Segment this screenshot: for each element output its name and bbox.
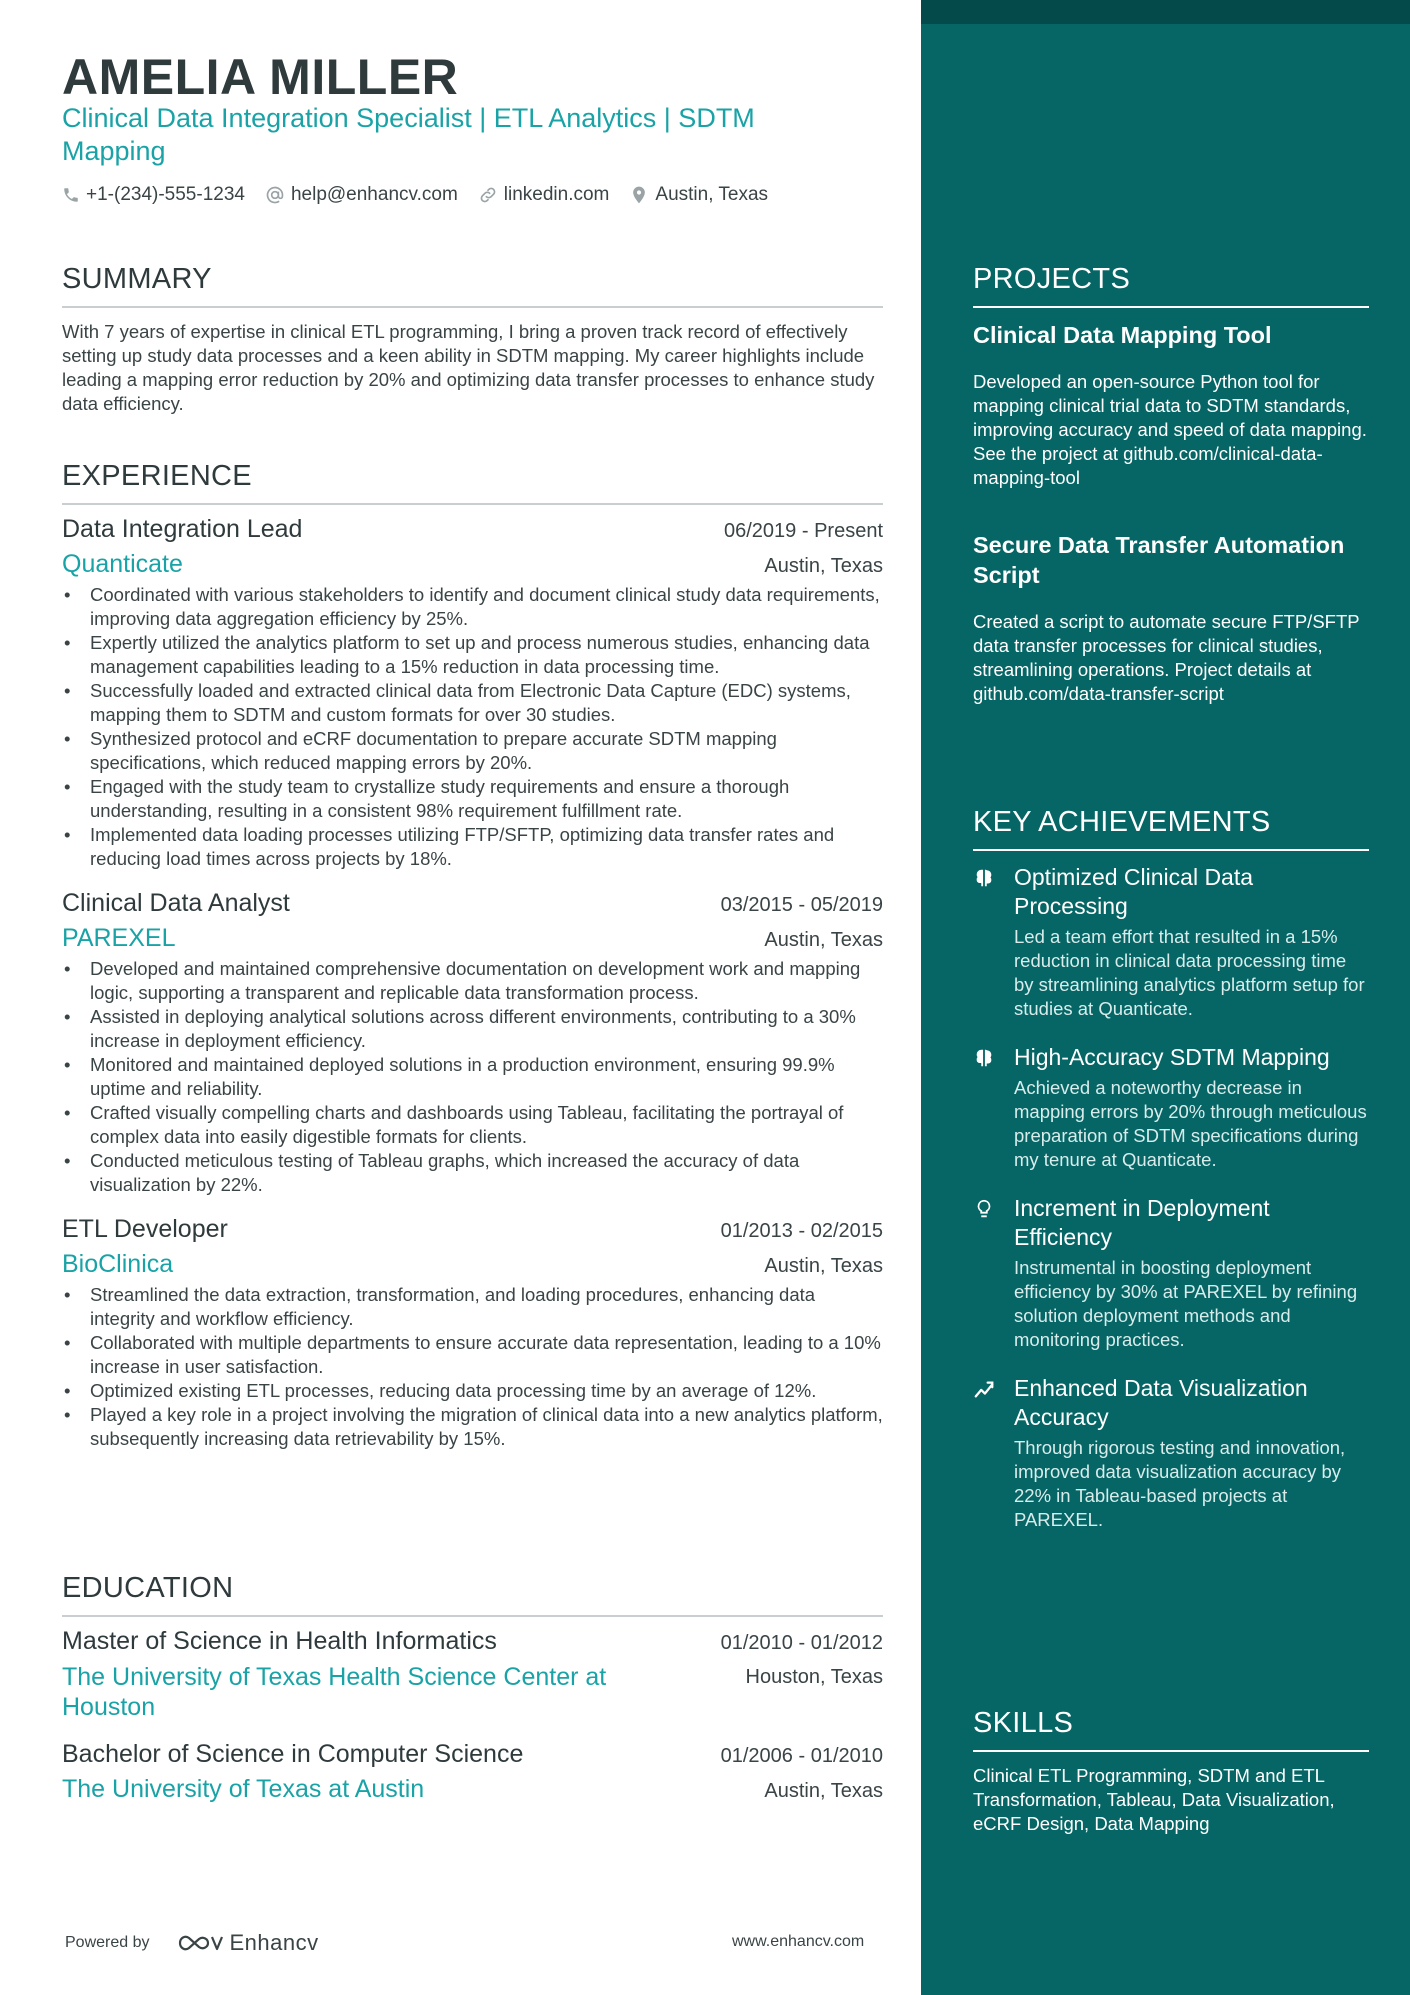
job-entry	[62, 515, 883, 871]
job-location: Austin, Texas	[764, 555, 883, 577]
summary-heading: SUMMARY	[62, 263, 883, 308]
contact-linkedin[interactable]	[478, 184, 610, 206]
job-entry	[62, 889, 883, 1197]
job-bullet: • Collaborated with multiple departments to ensure accurate data representation, leading to a 10% increase in user satisfaction.	[62, 1331, 883, 1379]
location-pin-icon	[629, 184, 649, 206]
project-title: Clinical Data Mapping Tool	[973, 322, 1272, 348]
brain-icon	[973, 1047, 995, 1069]
achievement-title: Optimized Clinical Data Processing	[1014, 864, 1254, 919]
education-section	[62, 1572, 883, 1804]
project-description: Created a script to automate secure FTP/SFTP data transfer processes for clinical studies, streamlining operations. Project details at github.com/data-transfer-script	[973, 611, 1360, 704]
achievement-title: Enhanced Data Visualization Accuracy	[1014, 1375, 1308, 1430]
contact-phone[interactable]	[62, 184, 245, 206]
contact-row	[62, 184, 788, 206]
achievement-description: Through rigorous testing and innovation, improved data visualization accuracy by 22% in Tableau-based projects at PAREXEL.	[1014, 1437, 1346, 1530]
education-header-row	[62, 1627, 883, 1656]
powered-by-label: Powered by	[65, 1934, 150, 1951]
job-bullet: • Implemented data loading processes utilizing FTP/SFTP, optimizing data transfer rates and reducing load times across projects by 18%.	[62, 823, 883, 871]
project-description: Developed an open-source Python tool for mapping clinical trial data to SDTM standards, improving accuracy and speed of data mapping. See the project at github.com/clinical-data-mapping-tool	[973, 371, 1367, 488]
at-icon	[265, 185, 285, 205]
achievement-entry	[973, 863, 1369, 1021]
education-degree: Bachelor of Science in Computer Science	[62, 1740, 524, 1768]
job-bullets	[62, 583, 883, 871]
job-role: Clinical Data Analyst	[62, 889, 290, 917]
education-entry	[62, 1627, 883, 1722]
job-company: PAREXEL	[62, 924, 176, 952]
brand-name: Enhancv	[229, 1930, 319, 1955]
enhancv-logo-icon	[176, 1930, 226, 1956]
job-company-row	[62, 550, 883, 579]
skills-section	[973, 1707, 1369, 1836]
achievements-section	[973, 806, 1369, 1532]
phone-icon	[62, 186, 80, 204]
achievement-description: Instrumental in boosting deployment efficiency by 30% at PAREXEL by refining solution deployment methods and monitoring practices.	[1014, 1257, 1358, 1350]
achievements-heading: KEY ACHIEVEMENTS	[973, 806, 1369, 851]
candidate-title: Clinical Data Integration Specialist | ETL Analytics | SDTM Mapping	[62, 103, 755, 166]
achievement-entry	[973, 1194, 1369, 1352]
job-bullets	[62, 1283, 883, 1451]
project-title: Secure Data Transfer Automation Script	[973, 532, 1345, 588]
job-bullet: • Expertly utilized the analytics platform to set up and process numerous studies, enhancing data management capabilities leading to a 15% reduction in data processing time.	[62, 631, 883, 679]
email-text: help@enhancv.com	[290, 184, 458, 205]
education-dates: 01/2010 - 01/2012	[720, 1632, 883, 1654]
education-header-row	[62, 1740, 883, 1769]
achievement-entry	[973, 1043, 1369, 1172]
job-location: Austin, Texas	[764, 929, 883, 951]
achievement-entry	[973, 1374, 1369, 1532]
experience-section	[62, 460, 883, 1451]
job-dates: 03/2015 - 05/2019	[720, 894, 883, 916]
job-company: Quanticate	[62, 550, 183, 578]
summary-text: With 7 years of expertise in clinical ETL programming, I bring a proven track record of effectively setting up study data processes and a keen ability in SDTM mapping. My career highlights include leading a mapping error reduction by 20% and optimizing data transfer processes to enhance study data efficiency.	[62, 321, 875, 414]
education-location: Austin, Texas	[764, 1780, 883, 1802]
education-school: The University of Texas at Austin	[62, 1775, 425, 1803]
job-bullet: • Synthesized protocol and eCRF documentation to prepare accurate SDTM mapping specifications, which reduced mapping errors by 20%.	[62, 727, 883, 775]
education-school: The University of Texas Health Science Center at Houston	[62, 1663, 607, 1721]
education-degree: Master of Science in Health Informatics	[62, 1627, 497, 1655]
skills-text: Clinical ETL Programming, SDTM and ETL Transformation, Tableau, Data Visualization, eCRF Design, Data Mapping	[973, 1765, 1335, 1834]
brain-icon	[973, 867, 995, 889]
lightbulb-icon	[973, 1198, 995, 1220]
job-bullet: • Coordinated with various stakeholders to identify and document clinical study data requirements, improving data aggregation efficiency by 25%.	[62, 583, 883, 631]
education-location: Houston, Texas	[745, 1666, 883, 1688]
job-dates: 06/2019 - Present	[724, 520, 883, 542]
contact-email[interactable]	[265, 184, 458, 206]
location-text: Austin, Texas	[655, 184, 769, 205]
job-location: Austin, Texas	[764, 1255, 883, 1277]
project-entry	[973, 530, 1369, 706]
job-dates: 01/2013 - 02/2015	[720, 1220, 883, 1242]
job-company: BioClinica	[62, 1250, 174, 1278]
job-bullet: • Developed and maintained comprehensive documentation on development work and mapping logic, supporting a transparent and replicable data transformation process.	[62, 957, 883, 1005]
chart-icon	[973, 1378, 995, 1400]
job-bullet: • Played a key role in a project involving the migration of clinical data into a new analytics platform, subsequently increasing data retrievability by 15%.	[62, 1403, 883, 1451]
experience-heading: EXPERIENCE	[62, 460, 883, 505]
job-bullet: • Conducted meticulous testing of Tableau graphs, which increased the accuracy of data visualization by 22%.	[62, 1149, 883, 1197]
job-bullet: • Monitored and maintained deployed solutions in a production environment, ensuring 99.9% uptime and reliability.	[62, 1053, 883, 1101]
achievement-title: High-Accuracy SDTM Mapping	[1014, 1044, 1330, 1070]
summary-section	[62, 263, 883, 416]
achievement-description: Led a team effort that resulted in a 15% reduction in clinical data processing time by streamlining analytics platform setup for studies at Quanticate.	[1014, 926, 1365, 1019]
projects-section	[973, 263, 1369, 706]
education-school-row	[62, 1775, 883, 1804]
project-entry	[973, 320, 1369, 490]
education-dates: 01/2006 - 01/2010	[720, 1745, 883, 1767]
education-entry	[62, 1740, 883, 1804]
job-entry	[62, 1215, 883, 1451]
achievement-description: Achieved a noteworthy decrease in mapping errors by 20% through meticulous preparation of SDTM specifications during my tenure at Quanticate.	[1014, 1077, 1367, 1170]
candidate-name: AMELIA MILLER	[62, 49, 459, 105]
achievement-title: Increment in Deployment Efficiency	[1014, 1195, 1270, 1250]
skills-heading: SKILLS	[973, 1707, 1369, 1752]
footer-website[interactable]: www.enhancv.com	[732, 1933, 865, 1950]
job-bullet: • Assisted in deploying analytical solutions across different environments, contributing to a 30% increase in deployment efficiency.	[62, 1005, 883, 1053]
job-company-row	[62, 1250, 883, 1279]
sidebar-top-band	[921, 0, 1410, 24]
job-header-row	[62, 1215, 883, 1244]
job-company-row	[62, 924, 883, 953]
job-bullet: • Optimized existing ETL processes, reducing data processing time by an average of 12%.	[62, 1379, 883, 1403]
education-school-row	[62, 1662, 883, 1722]
link-icon	[478, 185, 498, 205]
projects-heading: PROJECTS	[973, 263, 1369, 308]
job-role: Data Integration Lead	[62, 515, 303, 543]
job-bullets	[62, 957, 883, 1197]
job-bullet: • Crafted visually compelling charts and dashboards using Tableau, facilitating the portrayal of complex data into easily digestible formats for clients.	[62, 1101, 883, 1149]
footer-powered-by	[65, 1930, 319, 1956]
phone-text: +1-(234)-555-1234	[86, 184, 245, 205]
job-header-row	[62, 889, 883, 918]
linkedin-text: linkedin.com	[503, 184, 610, 205]
job-bullet: • Successfully loaded and extracted clinical data from Electronic Data Capture (EDC) systems, mapping them to SDTM and custom formats for over 30 studies.	[62, 679, 883, 727]
job-bullet: • Streamlined the data extraction, transformation, and loading procedures, enhancing data integrity and workflow efficiency.	[62, 1283, 883, 1331]
job-role: ETL Developer	[62, 1215, 228, 1243]
sidebar	[921, 0, 1410, 1995]
job-header-row	[62, 515, 883, 544]
education-heading: EDUCATION	[62, 1572, 883, 1617]
contact-location	[629, 184, 768, 206]
job-bullet: • Engaged with the study team to crystallize study requirements and ensure a thorough understanding, resulting in a consistent 98% requirement fulfillment rate.	[62, 775, 883, 823]
